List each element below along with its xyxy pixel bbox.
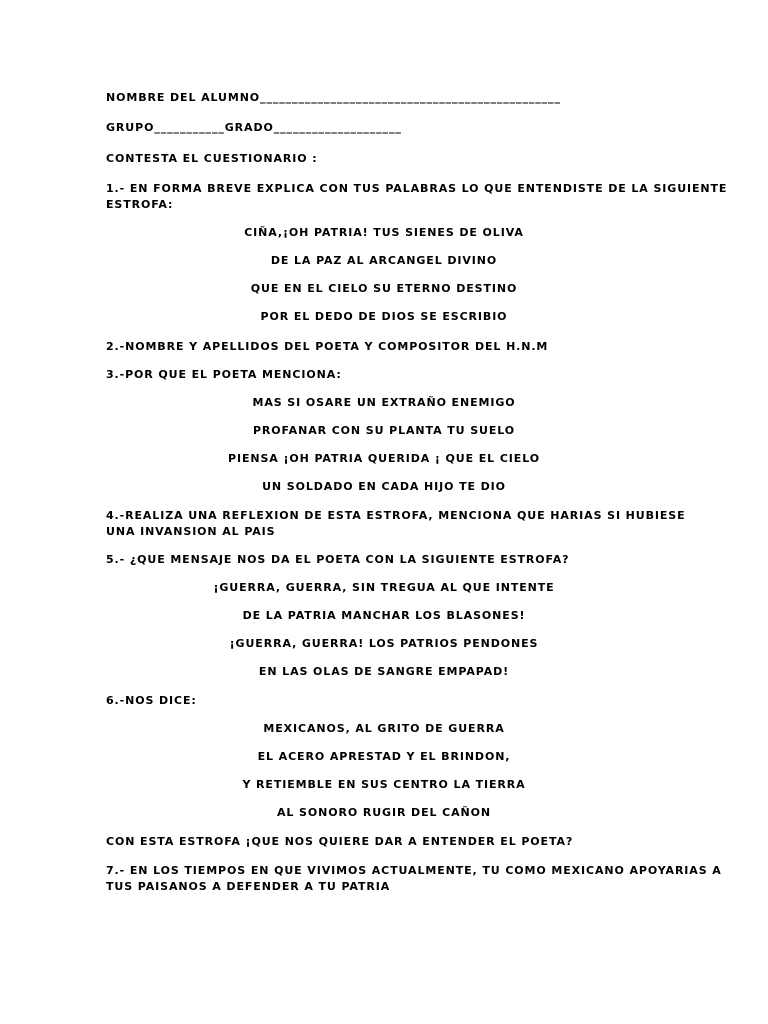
- verse-line: DE LA PATRIA MANCHAR LOS BLASONES!: [242, 609, 526, 622]
- question-4-line-1: 4.-REALIZA UNA REFLEXION DE ESTA ESTROFA, MENCIONA QUE HARIAS SI HUBIESE: [106, 509, 686, 522]
- verse-line: POR EL DEDO DE DIOS SE ESCRIBIO: [260, 310, 508, 323]
- verse-line: MAS SI OSARE UN EXTRAÑO ENEMIGO: [252, 396, 516, 409]
- question-5: 5.- ¿QUE MENSAJE NOS DA EL POETA CON LA SIGUIENTE ESTROFA?: [106, 553, 570, 566]
- verse-line: MEXICANOS, AL GRITO DE GUERRA: [263, 722, 505, 735]
- group-grade-line: GRUPO___________GRADO____________________: [106, 121, 402, 134]
- student-name-line: NOMBRE DEL ALUMNO_______________________________________________: [106, 91, 561, 104]
- verse-line: ¡GUERRA, GUERRA, SIN TREGUA AL QUE INTENTE: [213, 581, 555, 594]
- verse-line: PROFANAR CON SU PLANTA TU SUELO: [252, 424, 516, 437]
- question-6: 6.-NOS DICE:: [106, 694, 197, 707]
- verse-line: PIENSA ¡OH PATRIA QUERIDA ¡ QUE EL CIELO: [228, 452, 540, 465]
- verse-line: EL ACERO APRESTAD Y EL BRINDON,: [257, 750, 511, 763]
- question-1-line-1: 1.- EN FORMA BREVE EXPLICA CON TUS PALABRAS LO QUE ENTENDISTE DE LA SIGUIENTE: [106, 182, 728, 195]
- verse-line: EN LAS OLAS DE SANGRE EMPAPAD!: [258, 665, 510, 678]
- verse-line: CIÑA,¡OH PATRIA! TUS SIENES DE OLIVA: [244, 226, 524, 239]
- question-7-line-1: 7.- EN LOS TIEMPOS EN QUE VIVIMOS ACTUALMENTE, TU COMO MEXICANO APOYARIAS A: [106, 864, 722, 877]
- verse-line: ¡GUERRA, GUERRA! LOS PATRIOS PENDONES: [229, 637, 539, 650]
- verse-line: AL SONORO RUGIR DEL CAÑON: [277, 806, 491, 819]
- question-4-line-2: UNA INVANSION AL PAIS: [106, 525, 276, 538]
- question-3: 3.-POR QUE EL POETA MENCIONA:: [106, 368, 342, 381]
- verse-line: QUE EN EL CIELO SU ETERNO DESTINO: [250, 282, 518, 295]
- verse-line: DE LA PAZ AL ARCANGEL DIVINO: [270, 254, 498, 267]
- question-7-line-2: TUS PAISANOS A DEFENDER A TU PATRIA: [106, 880, 391, 893]
- question-2: 2.-NOMBRE Y APELLIDOS DEL POETA Y COMPOSITOR DEL H.N.M: [106, 340, 549, 353]
- question-1-line-2: ESTROFA:: [106, 198, 174, 211]
- question-6-followup: CON ESTA ESTROFA ¡QUE NOS QUIERE DAR A ENTENDER EL POETA?: [106, 835, 574, 848]
- verse-line: UN SOLDADO EN CADA HIJO TE DIO: [262, 480, 506, 493]
- instruction-text: CONTESTA EL CUESTIONARIO :: [106, 152, 318, 165]
- verse-line: Y RETIEMBLE EN SUS CENTRO LA TIERRA: [242, 778, 526, 791]
